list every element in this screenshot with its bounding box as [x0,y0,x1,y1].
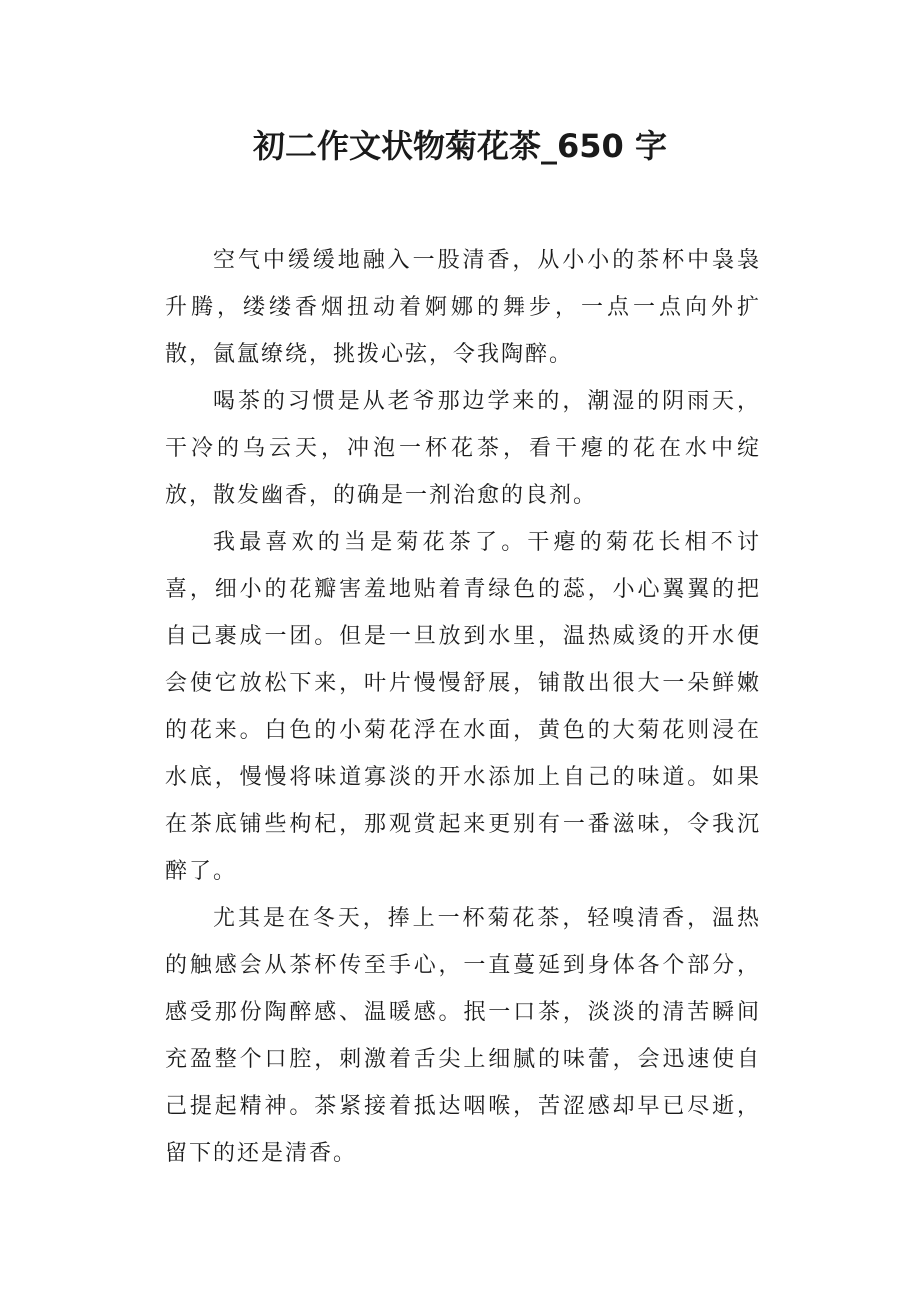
paragraph-2: 喝茶的习惯是从老爷那边学来的，潮湿的阴雨天，干冷的乌云天，冲泡一杯花茶，看干瘪的花在水中绽放，散发幽香，的确是一剂治愈的良剂。 [165,389,761,508]
paragraph-3: 我最喜欢的当是菊花茶了。干瘪的菊花长相不讨喜，细小的花瓣害羞地贴着青绿色的蕊，小心翼翼的把自己裹成一团。但是一旦放到水里，温热威烫的开水便会使它放松下来，叶片慢慢舒展，铺散出很大一朵鲜嫩的花来。白色的小菊花浮在水面，黄色的大菊花则浸在水底，慢慢将味道寡淡的开水添加上自己的味道。如果在茶底铺些枸杞，那观赏起来更别有一番滋味，令我沉醉了。 [165,530,761,884]
article-body [165,237,761,1177]
paragraph-4: 尤其是在冬天，捧上一杯菊花茶，轻嗅清香，温热的触感会从茶杯传至手心，一直蔓延到身体各个部分，感受那份陶醉感、温暖感。抿一口茶，淡淡的清苦瞬间充盈整个口腔，刺激着舌尖上细腻的味蕾，会迅速使自己提起精神。茶紧接着抵达咽喉，苦涩感却早已尽逝，留下的还是清香。 [165,906,761,1166]
page-title: 初二作文状物菊花茶_650 字 [253,127,667,165]
paragraph-1: 空气中缓缓地融入一股清香，从小小的茶杯中袅袅升腾，缕缕香烟扭动着婀娜的舞步，一点一点向外扩散，氤氲缭绕，挑拨心弦，令我陶醉。 [165,248,761,367]
